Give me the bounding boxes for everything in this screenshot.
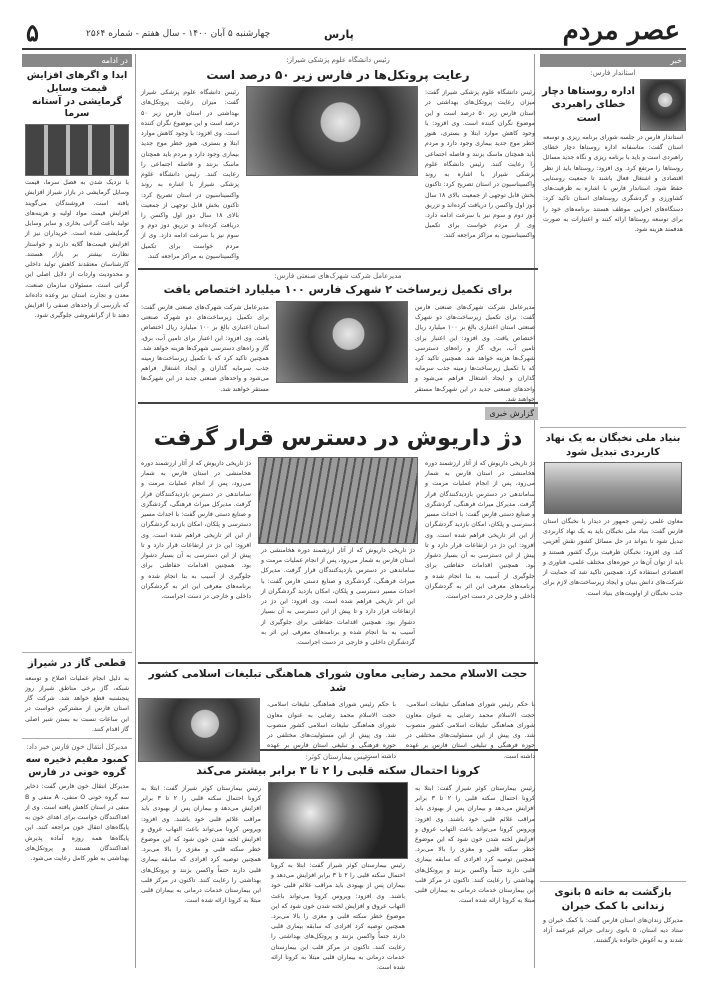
story-layout (138, 301, 538, 405)
section-tag: در ادامه (22, 54, 132, 67)
official-photo (246, 86, 418, 176)
story-headline: کمبود مقیم ذخیره سه گروه خونی در فارس (25, 753, 129, 778)
story-body: رئیس دانشگاه علوم پزشکی شیراز گفت: میزان رعایت پروتکل‌های بهداشتی در استان فارس زیر ۵۰ درصد است و این موضوع نگران کننده است. وی افزود: با وجود کاهش موارد ابتلا و بستری، هنوز خطر موج جدید بیماری وجود دارد و مردم باید همچنان ماسک بزنند و فاصله اجتماعی را رعایت کنند. رئیس دانشگاه علوم پزشکی شیراز با اشاره به روند واکسیناسیون در استان تصریح کرد: تاکنون بخش قابل توجهی از جمعیت بالای ۱۸ سال دوز اول واکسن را دریافت کرده‌اند و تزریق دوز دوم و سوم نیز با سرعت ادامه دارد. وی از مردم خواست برای تکمیل واکسیناسیون به مراکز مراجعه کنند. (425, 89, 535, 240)
page-number: ۵ (26, 18, 39, 47)
divider (22, 652, 132, 653)
left-column (22, 54, 132, 968)
story-body: رئیس بیمارستان کوثر شیراز گفت: ابتلا به کرونا احتمال سکته قلبی را ۲ تا ۳ برابر افزایش می‌دهد و بیماران پس از بهبودی باید مراقب علائم قلبی خود باشند. وی افزود: ویروس کرونا می‌تواند باعث التهاب عروق و افزایش لخته شدن خون شود که این موضوع خطر سکته قلبی و مغزی را بالا می‌برد. همچنین توصیه کرد افرادی که سابقه بیماری قلبی دارند حتماً واکسن بزنند و پروتکل‌های بهداشتی را رعایت کنند. تاکنون در مرکز قلب این بیمارستان خدمات درمانی به بیماران قلبی مبتلا به کرونا ارائه شده است. (141, 784, 261, 905)
story-headline: ابدا و اگرهای افزایش قیمت وسایل گرمایشی در آستانه سرما (26, 70, 128, 120)
story-covid-heart (138, 753, 538, 973)
story-body: رئیس دانشگاه علوم پزشکی شیراز گفت: میزان رعایت پروتکل‌های بهداشتی در استان فارس زیر ۵۰ درصد است و این موضوع نگران کننده است. وی افزود: با وجود کاهش موارد ابتلا و بستری، هنوز خطر موج جدید بیماری وجود دارد و مردم باید همچنان ماسک بزنند و فاصله اجتماعی را رعایت کنند. رئیس دانشگاه علوم پزشکی شیراز با اشاره به روند واکسیناسیون در استان تصریح کرد: تاکنون بخش قابل توجهی از جمعیت بالای ۱۸ سال دوز اول واکسن را دریافت کرده‌اند و تزریق دوز دوم و سوم نیز با سرعت ادامه دارد. وی از مردم خواست برای تکمیل واکسیناسیون به مراکز مراجعه کنند. (141, 89, 239, 260)
story-headline: حجت الاسلام محمد رضایی معاون شورای هماهنگی تبلیغات اسلامی کشور شد (148, 668, 528, 695)
story-kicker: مدیرعامل شرکت شهرک‌های صنعتی فارس: (274, 272, 402, 280)
story-body: رئیس بیمارستان کوثر شیراز گفت: ابتلا به کرونا احتمال سکته قلبی را ۲ تا ۳ برابر افزایش می‌دهد و بیماران پس از بهبودی باید مراقب علائم قلبی خود باشند. وی افزود: ویروس کرونا می‌تواند باعث التهاب عروق و افزایش لخته شدن خون شود که این موضوع خطر سکته قلبی و مغزی را بالا می‌برد. همچنین توصیه کرد افرادی که سابقه بیماری قلبی دارند حتماً واکسن بزنند و پروتکل‌های بهداشتی را رعایت کنند. تاکنون در مرکز قلب این بیمارستان خدمات درمانی به بیماران قلبی مبتلا به کرونا ارائه شده است. (415, 784, 535, 905)
story-body: به دلیل انجام عملیات اصلاح و توسعه شبکه، گاز برخی مناطق شیراز روز پنجشنبه قطع خواهد شد. شرکت گاز استان فارس از مشترکین خواست در این ساعات نسبت به بستن شیر اصلی گاز اقدام کنند. (25, 674, 129, 733)
story-industrial (138, 272, 538, 402)
story-layout (138, 86, 538, 260)
story-layout (138, 782, 538, 976)
portrait-photo (640, 79, 686, 131)
story-layout (138, 457, 538, 666)
divider (540, 427, 686, 428)
hospital-photo (268, 782, 408, 859)
story-body: با حکم رئیس شورای هماهنگی تبلیغات اسلامی، حجت الاسلام محمد رضایی به عنوان معاون شورای هماهنگی تبلیغات اسلامی کشور منصوب شد. وی پیش از این مسئولیت‌های مختلفی در حوزه فرهنگی و تبلیغی استان فارس بر عهده داشته است. (267, 701, 396, 760)
story-fortress (138, 404, 538, 662)
story-body: مدیرکل زندان‌های استان فارس گفت: با کمک خیران و ستاد دیه استان، ۵ بانوی زندانی جرائم غیرعمد آزاد شدند و به آغوش خانواده بازگشتند. (543, 917, 683, 945)
story-body: معاون علمی رئیس جمهور در دیدار با نخبگان استان فارس گفت: بنیاد ملی نخبگان باید به یک نهاد کاربردی تبدیل شود تا بتواند در حل مسائل کشور نقش آفرینی کند. وی افزود: نخبگان ظرفیت بزرگ کشور هستند و باید از توان آن‌ها در حوزه‌های مختلف علمی، فناوری و اقتصادی استفاده کرد. همچنین تاکید شد که حمایت از شرکت‌های دانش بنیان و ایجاد زیرساخت‌های لازم برای جذب نخبگان از اولویت‌های بنیاد است. (543, 518, 683, 597)
report-tag: گزارش خبری (485, 407, 538, 420)
meeting-photo (544, 462, 682, 514)
story-body: مدیرعامل شرکت شهرک‌های صنعتی فارس گفت: برای تکمیل زیرساخت‌های دو شهرک صنعتی استان اعتباری بالغ بر ۱۰۰ میلیارد ریال اختصاص یافت. وی افزود: این اعتبار برای تامین آب، برق، گاز و راه‌های دسترسی شهرک‌ها هزینه خواهد شد. همچنین تاکید کرد که با تکمیل زیرساخت‌ها زمینه جذب سرمایه گذاران و ایجاد اشتغال فراهم می‌شود و واحدهای صنعتی جدید در این شهرک‌ها مستقر خواهند شد. (141, 303, 269, 393)
story-body: دژ تاریخی داریوش که از آثار ارزشمند دوره هخامنشی در استان فارس به شمار می‌رود، پس از انجام عملیات مرمت و ساماندهی در دسترس بازدیدکنندگان قرار گرفت. مدیرکل میراث فرهنگی، گردشگری و صنایع دستی فارس گفت: با احداث مسیر دسترسی و پلکان، امکان بازدید گردشگران از این اثر تاریخی فراهم شده است. وی افزود: این دژ در ارتفاعات قرار دارد و تا پیش از این دسترسی به آن بسیار دشوار بود. همچنین اقدامات حفاظتی برای جلوگیری از آسیب به بنا انجام شده و برنامه‌های معرفی این اثر به گردشگران داخلی و خارجی در دست اجراست. (261, 547, 415, 647)
story-headline: رعایت پروتکل‌ها در فارس زیر ۵۰ درصد است (206, 68, 470, 82)
story-protocols (138, 56, 538, 268)
divider (138, 268, 538, 270)
right-column (540, 54, 686, 968)
cleric-photo (138, 698, 260, 762)
story-body: رئیس بیمارستان کوثر شیراز گفت: ابتلا به کرونا احتمال سکته قلبی را ۲ تا ۳ برابر افزایش می‌دهد و بیماران پس از بهبودی باید مراقب علائم قلبی خود باشند. وی افزود: ویروس کرونا می‌تواند باعث التهاب عروق و افزایش لخته شدن خون شود که این موضوع خطر سکته قلبی و مغزی را بالا می‌برد. همچنین توصیه کرد افرادی که سابقه بیماری قلبی دارند حتماً واکسن بزنند و پروتکل‌های بهداشتی را رعایت کنند. تاکنون در مرکز قلب این بیمارستان خدمات درمانی به بیماران قلبی مبتلا به کرونا ارائه شده است. (271, 861, 406, 972)
story-body: مدیرعامل شرکت شهرک‌های صنعتی فارس گفت: برای تکمیل زیرساخت‌های دو شهرک صنعتی استان اعتباری بالغ بر ۱۰۰ میلیارد ریال اختصاص یافت. وی افزود: این اعتبار برای تامین آب، برق، گاز و راه‌های دسترسی شهرک‌ها هزینه خواهد شد. همچنین تاکید کرد که با تکمیل زیرساخت‌ها زمینه جذب سرمایه گذاران و ایجاد اشتغال فراهم می‌شود و واحدهای صنعتی جدید در این شهرک‌ها مستقر خواهند شد. (415, 303, 535, 403)
story-headline: بازگشت به خانه ۵ بانوی زندانی با کمک خیران (554, 887, 672, 912)
story-kicker: رئیس دانشگاه علوم پزشکی شیراز: (286, 56, 390, 64)
column-divider (135, 54, 136, 968)
story-header (540, 79, 686, 131)
story-kicker: مدیرکل انتقال خون فارس خبر داد: (26, 742, 128, 751)
photo-column (268, 782, 408, 976)
divider (540, 881, 686, 882)
story-kicker: استاندار فارس: (590, 69, 636, 77)
story-body: دژ تاریخی داریوش که از آثار ارزشمند دوره هخامنشی در استان فارس به شمار می‌رود، پس از انجام عملیات مرمت و ساماندهی در دسترس بازدیدکنندگان قرار گرفت. مدیرکل میراث فرهنگی، گردشگری و صنایع دستی فارس گفت: با احداث مسیر دسترسی و پلکان، امکان بازدید گردشگران از این اثر تاریخی فراهم شده است. وی افزود: این دژ در ارتفاعات قرار دارد و تا پیش از این دسترسی به آن بسیار دشوار بود. همچنین اقدامات حفاظتی برای جلوگیری از آسیب به بنا انجام شده و برنامه‌های معرفی این اثر به گردشگران داخلی و خارجی در دست اجراست. (141, 460, 251, 601)
page-header (22, 16, 686, 50)
story-headline: برای تکمیل زیرساخت ۲ شهرک فارس ۱۰۰ میلیارد اختصاص یافت (163, 283, 513, 296)
middle-column (138, 54, 538, 972)
story-headline: دژ داریوش در دسترس قرار گرفت (153, 426, 523, 451)
story-body: با حکم رئیس شورای هماهنگی تبلیغات اسلامی، حجت الاسلام محمد رضایی به عنوان معاون شورای هماهنگی تبلیغات اسلامی کشور منصوب شد. وی پیش از این مسئولیت‌های مختلفی در حوزه فرهنگی و تبلیغی استان فارس بر عهده داشته است. (406, 701, 535, 760)
story-headline: قطعی گاز در شیراز (27, 658, 127, 670)
stairs-photo (258, 457, 418, 544)
story-body: مدیرکل انتقال خون فارس گفت: ذخایر سه گروه خونی O منفی، A منفی و B منفی در استان کاهش یافته است. وی از اهداکنندگان خواست برای اهدای خون به پایگاه‌های انتقال خون مراجعه کنند. این پایگاه‌ها همه روزه آماده پذیرش اهداکنندگان هستند و پروتکل‌های بهداشتی به طور کامل رعایت می‌شود. (25, 783, 130, 863)
section-name: پارس (324, 28, 354, 41)
divider (22, 738, 132, 739)
issue-date: چهارشنبه ۵ آبان ۱۴۰۰ - سال هفتم - شماره ۲۵۶۴ (86, 29, 271, 39)
section-tag: خبر (540, 54, 686, 67)
story-headline: بنیاد ملی نخبگان به یک نهاد کاربردی تبدیل شود (545, 433, 681, 458)
story-body: استاندار فارس در جلسه شورای برنامه ریزی و توسعه استان گفت: متاسفانه اداره روستاها دچار خطای راهبردی است و باید با برنامه ریزی و نگاه جدید مسائل روستاها را مرتفع کرد. وی افزود: روستاها باید از نظر اقتصادی و اشتغال فعال باشند تا جمعیت روستایی حفظ شود. استاندار فارس با اشاره به ظرفیت‌های کشاورزی و گردشگری روستاهای استان تاکید کرد: دستگاه‌های اجرایی موظف هستند برنامه‌های خود را برای توسعه روستاها ارائه کنند و اعتبارات به صورت هدفمند هزینه شود. (543, 134, 683, 234)
story-headline: کرونا احتمال سکته قلبی را ۲ تا ۳ برابر بیشتر می‌کند (196, 764, 480, 777)
heaters-photo (25, 124, 129, 176)
story-headline: اداره روستاها دچار خطای راهبردی است (542, 85, 635, 124)
story-kicker: رئیس بیمارستان کوثر: (305, 753, 371, 761)
story-body: دژ تاریخی داریوش که از آثار ارزشمند دوره هخامنشی در استان فارس به شمار می‌رود، پس از انجام عملیات مرمت و ساماندهی در دسترس بازدیدکنندگان قرار گرفت. مدیرکل میراث فرهنگی، گردشگری و صنایع دستی فارس گفت: با احداث مسیر دسترسی و پلکان، امکان بازدید گردشگران از این اثر تاریخی فراهم شده است. وی افزود: این دژ در ارتفاعات قرار دارد و تا پیش از این دسترسی به آن بسیار دشوار بود. همچنین اقدامات حفاظتی برای جلوگیری از آسیب به بنا انجام شده و برنامه‌های معرفی این اثر به گردشگران داخلی و خارجی در دست اجراست. (425, 460, 535, 601)
newspaper-logo: عصر مردم (562, 16, 680, 46)
photo-column (258, 457, 418, 666)
tag-row (138, 404, 538, 420)
official-photo (276, 301, 408, 383)
story-body: با نزدیک شدن به فصل سرما، قیمت وسایل گرمایشی در بازار شیراز افزایش یافته است. فروشندگان می‌گویند افزایش قیمت مواد اولیه و هزینه‌های تولید باعث گرانی بخاری و سایر وسایل گرمایشی شده است. خریداران نیز از افزایش قیمت‌ها گلایه دارند و خواستار نظارت بیشتر بر بازار هستند. کارشناسان معتقدند کاهش تولید داخلی و محدودیت واردات از دلایل اصلی این گرانی است. مسئولان سازمان صنعت، معدن و تجارت استان نیز وعده داده‌اند که بازرسی از واحدهای صنفی را افزایش دهند تا از گرانفروشی جلوگیری شود. (24, 179, 129, 320)
newspaper-page (22, 16, 686, 972)
